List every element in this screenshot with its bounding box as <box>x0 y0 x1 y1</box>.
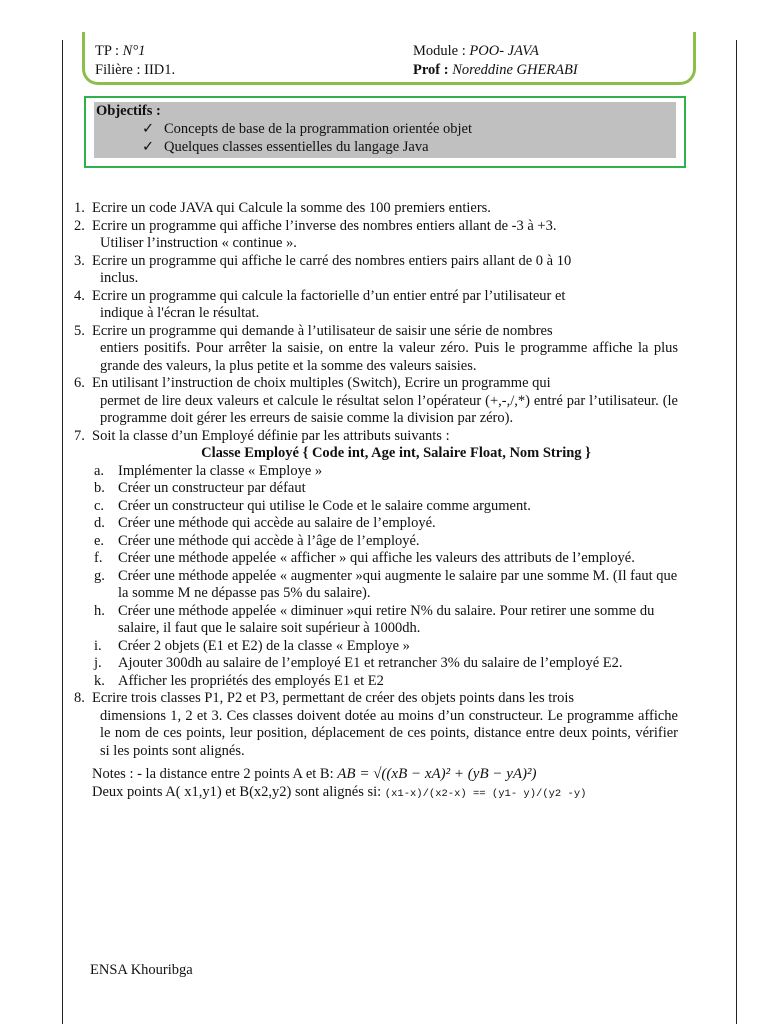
question-2 <box>74 218 678 253</box>
objective-item <box>142 139 429 156</box>
sub-letter: e. <box>94 532 105 549</box>
filiere: Filière : IID1. <box>95 62 176 78</box>
right-margin-line <box>736 40 737 1024</box>
prof <box>413 61 578 79</box>
question-text: En utilisant l’instruction de choix multiples (Switch), Ecrire un programme qui <box>92 375 551 391</box>
class-definition: Classe Employé { Code int, Age int, Salaire Float, Nom String } <box>201 445 591 461</box>
question-text-cont: entiers positifs. Pour arrêter la saisie, on entre la valeur zéro. Puis le programme affiche la plus grande des valeurs, la plus petite et la somme des valeurs saisies. <box>100 340 678 374</box>
sub-letter: b. <box>94 480 105 496</box>
sub-letter: f. <box>94 550 103 566</box>
module <box>413 42 539 60</box>
tp-value: N°1 <box>122 43 146 59</box>
sub-letter: g. <box>94 567 105 584</box>
question-text: Ecrire un programme qui demande à l’utilisateur de saisir une série de nombres <box>92 322 553 339</box>
objectives-shaded <box>94 102 676 158</box>
sub-item-h <box>74 603 678 638</box>
notes-distance <box>74 766 678 784</box>
question-number: 1. <box>74 200 85 216</box>
objective-item <box>142 121 472 138</box>
sub-letter: k. <box>94 672 105 689</box>
distance-formula: AB = √((xB − xA)² + (yB − yA)²) <box>337 766 537 782</box>
left-margin-line <box>62 40 63 1024</box>
question-text-cont: permet de lire deux valeurs et calcule le résultat selon l’opérateur (+,-,/,*) entré par l’utilisateur. (le programme doit gérer les erreurs de saisie comme la division par zéro). <box>100 392 678 426</box>
prof-label: Prof : <box>413 62 453 78</box>
exercise-list <box>74 200 678 803</box>
sub-item-d <box>74 515 678 533</box>
sub-letter: h. <box>94 602 105 619</box>
sub-text: Créer un constructeur par défaut <box>118 480 306 496</box>
question-8 <box>74 690 678 760</box>
question-number: 3. <box>74 252 85 269</box>
objective-text: Quelques classes essentielles du langage Java <box>164 139 429 155</box>
question-text: Ecrire trois classes P1, P2 et P3, permettant de créer des objets points dans les trois <box>92 690 575 706</box>
objective-text: Concepts de base de la programmation orientée objet <box>164 121 473 137</box>
sub-text: Créer une méthode qui accède à l’âge de l’employé. <box>118 532 420 549</box>
sub-letter: j. <box>94 655 102 671</box>
question-4 <box>74 288 678 323</box>
question-text-cont: dimensions 1, 2 et 3. Ces classes doivent dotée au moins d’un constructeur. Le programme affiche le nom de ces points, leur position, déplacement de ces points, distance entre deux points, vérifier si les points sont alignés. <box>100 707 678 759</box>
alignment-code: (x1-x)/(x2-x) == (y1- y)/(y2 -y) <box>384 787 587 800</box>
question-number: 6. <box>74 375 85 391</box>
sub-item-a <box>74 463 678 481</box>
notes-text: Notes : - la distance entre 2 points A et B: <box>92 766 334 782</box>
question-number: 5. <box>74 322 85 339</box>
notes-text: Deux points A( x1,y1) et B(x2,y2) sont alignés si: <box>92 783 382 800</box>
objectives-title: Objectifs : <box>96 103 161 119</box>
sub-letter: c. <box>94 497 105 514</box>
sub-text: Implémenter la classe « Employe » <box>118 462 323 479</box>
question-7 <box>74 428 678 446</box>
sub-text: Créer un constructeur qui utilise le Code et le salaire comme argument. <box>118 497 531 514</box>
sub-text: Créer une méthode appelée « augmenter »qui augmente le salaire par une somme M. (Il faut que la somme M ne dépasse pas 5% du salaire). <box>118 567 678 601</box>
sub-item-g <box>74 568 678 603</box>
sub-item-b <box>74 480 678 498</box>
question-number: 7. <box>74 427 85 444</box>
question-number: 4. <box>74 287 85 304</box>
sub-text: Créer une méthode appelée « diminuer »qui retire N% du salaire. Pour retirer une somme du salaire, il faut que le salaire soit supérieur à 1000dh. <box>118 602 655 636</box>
sub-text: Créer 2 objets (E1 et E2) de la classe « Employe » <box>118 637 410 654</box>
sub-item-j <box>74 655 678 673</box>
sub-letter: i. <box>94 637 102 654</box>
question-text-cont: Utiliser l’instruction « continue ». <box>100 235 297 251</box>
question-6 <box>74 375 678 428</box>
sub-letter: a. <box>94 462 105 479</box>
sub-text: Ajouter 300dh au salaire de l’employé E1 et retrancher 3% du salaire de l’employé E2. <box>118 655 623 671</box>
objectives-box <box>84 96 686 168</box>
checkmark-icon: ✓ <box>142 121 155 137</box>
question-text-cont: indique à l'écran le résultat. <box>100 305 260 321</box>
sub-item-c <box>74 498 678 516</box>
question-text: Ecrire un programme qui affiche l’inverse des nombres entiers allant de -3 à +3. <box>92 217 557 234</box>
header-box <box>82 32 696 85</box>
question-number: 2. <box>74 217 85 234</box>
notes-alignment <box>74 784 678 804</box>
module-label: Module : <box>413 43 470 59</box>
question-text: Soit la classe d’un Employé définie par les attributs suivants : <box>92 427 450 444</box>
question-text: Ecrire un programme qui affiche le carré des nombres entiers pairs allant de 0 à 10 <box>92 252 572 269</box>
sub-item-f <box>74 550 678 568</box>
footer-school: ENSA Khouribga <box>90 962 193 978</box>
question-number: 8. <box>74 690 85 706</box>
sub-text: Afficher les propriétés des employés E1 et E2 <box>118 672 384 689</box>
sub-item-k <box>74 673 678 691</box>
tp-label-text: TP : <box>95 43 123 59</box>
sub-item-e <box>74 533 678 551</box>
checkmark-icon: ✓ <box>142 139 155 155</box>
question-1 <box>74 200 678 218</box>
sub-item-i <box>74 638 678 656</box>
question-text: Ecrire un programme qui calcule la factorielle d’un entier entré par l’utilisateur et <box>92 287 566 304</box>
question-text: Ecrire un code JAVA qui Calcule la somme des 100 premiers entiers. <box>92 200 491 216</box>
question-text-cont: inclus. <box>100 270 139 286</box>
module-value: POO- JAVA <box>469 43 539 59</box>
question-5 <box>74 323 678 376</box>
sub-text: Créer une méthode qui accède au salaire de l’employé. <box>118 515 436 531</box>
prof-value: Noreddine GHERABI <box>452 62 578 78</box>
tp-label <box>95 42 145 60</box>
sub-text: Créer une méthode appelée « afficher » qui affiche les valeurs des attributs de l’employé. <box>118 550 635 566</box>
question-3 <box>74 253 678 288</box>
sub-letter: d. <box>94 515 105 531</box>
